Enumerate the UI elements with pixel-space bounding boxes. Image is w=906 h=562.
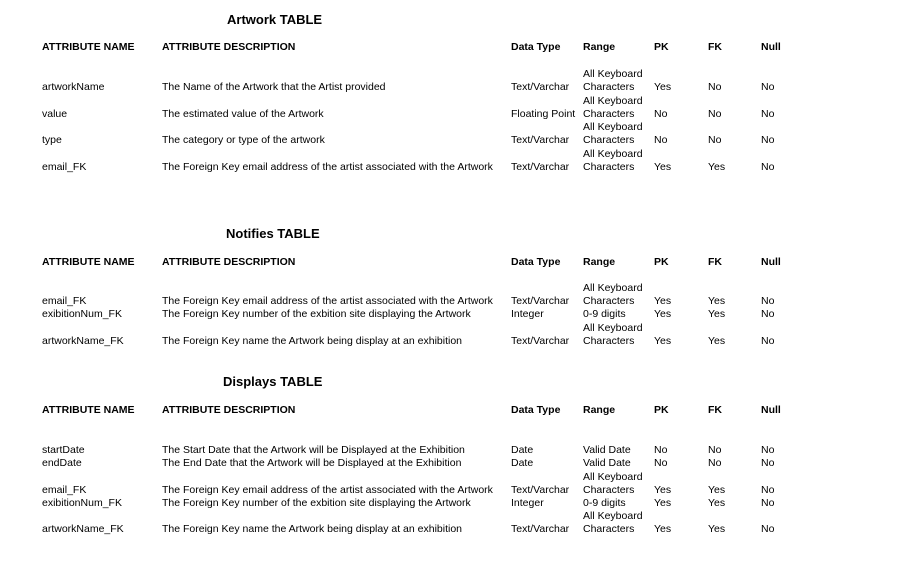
column-header-range: Range [583, 41, 616, 53]
attribute-name: value [42, 108, 68, 120]
column-header-null: Null [761, 404, 781, 416]
range-value: Characters [583, 108, 635, 120]
range-value: Valid Date [583, 444, 631, 456]
column-header-range: Range [583, 256, 616, 268]
column-header-attr-desc: ATTRIBUTE DESCRIPTION [162, 404, 296, 416]
attribute-description: The estimated value of the Artwork [162, 108, 324, 120]
column-header-data-type: Data Type [511, 404, 561, 416]
attribute-description: The Foreign Key email address of the artist associated with the Artwork [162, 295, 493, 307]
attribute-description: The Foreign Key number of the exbition site displaying the Artwork [162, 308, 471, 320]
null-value: No [761, 308, 775, 320]
pk-value: No [654, 134, 668, 146]
attribute-description: The Foreign Key name the Artwork being display at an exhibition [162, 335, 463, 347]
range-value: Characters [583, 161, 635, 173]
pk-value: Yes [654, 484, 672, 496]
attribute-description: The Name of the Artwork that the Artist provided [162, 81, 386, 93]
attribute-description: The Foreign Key email address of the artist associated with the Artwork [162, 484, 493, 496]
range-value: 0-9 digits [583, 497, 626, 509]
column-header-attr-desc: ATTRIBUTE DESCRIPTION [162, 41, 296, 53]
pk-value: Yes [654, 497, 672, 509]
attribute-description: The Foreign Key email address of the artist associated with the Artwork [162, 161, 493, 173]
attribute-name: artworkName [42, 81, 105, 93]
null-value: No [761, 484, 775, 496]
column-header-attr-desc: ATTRIBUTE DESCRIPTION [162, 256, 296, 268]
column-header-null: Null [761, 41, 781, 53]
null-value: No [761, 444, 775, 456]
range-value: Characters [583, 335, 635, 347]
range-value-top: All Keyboard [583, 95, 643, 107]
data-type: Integer [511, 308, 544, 320]
data-type: Integer [511, 497, 544, 509]
data-type: Text/Varchar [511, 523, 570, 535]
range-value-top: All Keyboard [583, 121, 643, 133]
range-value: 0-9 digits [583, 308, 626, 320]
data-type: Text/Varchar [511, 161, 570, 173]
data-type: Text/Varchar [511, 335, 570, 347]
range-value: Characters [583, 81, 635, 93]
attribute-name: startDate [42, 444, 85, 456]
column-header-fk: FK [708, 41, 722, 53]
attribute-description: The Foreign Key number of the exbition site displaying the Artwork [162, 497, 471, 509]
range-value: Characters [583, 295, 635, 307]
attribute-name: exibitionNum_FK [42, 497, 122, 509]
fk-value: No [708, 134, 722, 146]
pk-value: Yes [654, 523, 672, 535]
fk-value: Yes [708, 295, 726, 307]
range-value: Characters [583, 484, 635, 496]
attribute-name: type [42, 134, 62, 146]
column-header-pk: PK [654, 404, 669, 416]
pk-value: Yes [654, 308, 672, 320]
range-value: Valid Date [583, 457, 631, 469]
fk-value: Yes [708, 523, 726, 535]
attribute-name: email_FK [42, 295, 87, 307]
column-header-data-type: Data Type [511, 256, 561, 268]
attribute-description: The Foreign Key name the Artwork being display at an exhibition [162, 523, 463, 535]
column-header-attr-name: ATTRIBUTE NAME [42, 404, 135, 416]
range-value-top: All Keyboard [583, 148, 643, 160]
range-value-top: All Keyboard [583, 510, 643, 522]
fk-value: Yes [708, 161, 726, 173]
data-type: Floating Point [511, 108, 576, 120]
table-title: Artwork TABLE [227, 12, 323, 27]
data-type: Text/Varchar [511, 484, 570, 496]
null-value: No [761, 295, 775, 307]
attribute-name: artworkName_FK [42, 335, 124, 347]
attribute-name: exibitionNum_FK [42, 308, 122, 320]
data-type: Date [511, 444, 534, 456]
table-title: Displays TABLE [223, 374, 323, 389]
data-type: Text/Varchar [511, 134, 570, 146]
null-value: No [761, 134, 775, 146]
null-value: No [761, 108, 775, 120]
column-header-pk: PK [654, 256, 669, 268]
null-value: No [761, 161, 775, 173]
null-value: No [761, 335, 775, 347]
null-value: No [761, 523, 775, 535]
pk-value: Yes [654, 295, 672, 307]
column-header-attr-name: ATTRIBUTE NAME [42, 256, 135, 268]
null-value: No [761, 497, 775, 509]
pk-value: No [654, 444, 668, 456]
data-type: Text/Varchar [511, 295, 570, 307]
range-value: Characters [583, 134, 635, 146]
pk-value: Yes [654, 81, 672, 93]
fk-value: No [708, 444, 722, 456]
range-value: Characters [583, 523, 635, 535]
fk-value: Yes [708, 308, 726, 320]
range-value-top: All Keyboard [583, 68, 643, 80]
fk-value: No [708, 457, 722, 469]
column-header-fk: FK [708, 256, 722, 268]
column-header-range: Range [583, 404, 616, 416]
fk-value: Yes [708, 335, 726, 347]
fk-value: Yes [708, 484, 726, 496]
column-header-null: Null [761, 256, 781, 268]
column-header-data-type: Data Type [511, 41, 561, 53]
data-type: Text/Varchar [511, 81, 570, 93]
pk-value: No [654, 108, 668, 120]
fk-value: No [708, 108, 722, 120]
fk-value: Yes [708, 497, 726, 509]
range-value-top: All Keyboard [583, 282, 643, 294]
pk-value: Yes [654, 335, 672, 347]
column-header-pk: PK [654, 41, 669, 53]
range-value-top: All Keyboard [583, 471, 643, 483]
pk-value: Yes [654, 161, 672, 173]
range-value-top: All Keyboard [583, 322, 643, 334]
attribute-name: email_FK [42, 484, 87, 496]
table-title: Notifies TABLE [226, 226, 320, 241]
attribute-name: email_FK [42, 161, 87, 173]
attribute-name: artworkName_FK [42, 523, 124, 535]
null-value: No [761, 81, 775, 93]
column-header-fk: FK [708, 404, 722, 416]
attribute-description: The End Date that the Artwork will be Displayed at the Exhibition [162, 457, 462, 469]
attribute-name: endDate [42, 457, 82, 469]
fk-value: No [708, 81, 722, 93]
data-type: Date [511, 457, 534, 469]
column-header-attr-name: ATTRIBUTE NAME [42, 41, 135, 53]
attribute-description: The category or type of the artwork [162, 134, 325, 146]
attribute-description: The Start Date that the Artwork will be Displayed at the Exhibition [162, 444, 465, 456]
null-value: No [761, 457, 775, 469]
pk-value: No [654, 457, 668, 469]
